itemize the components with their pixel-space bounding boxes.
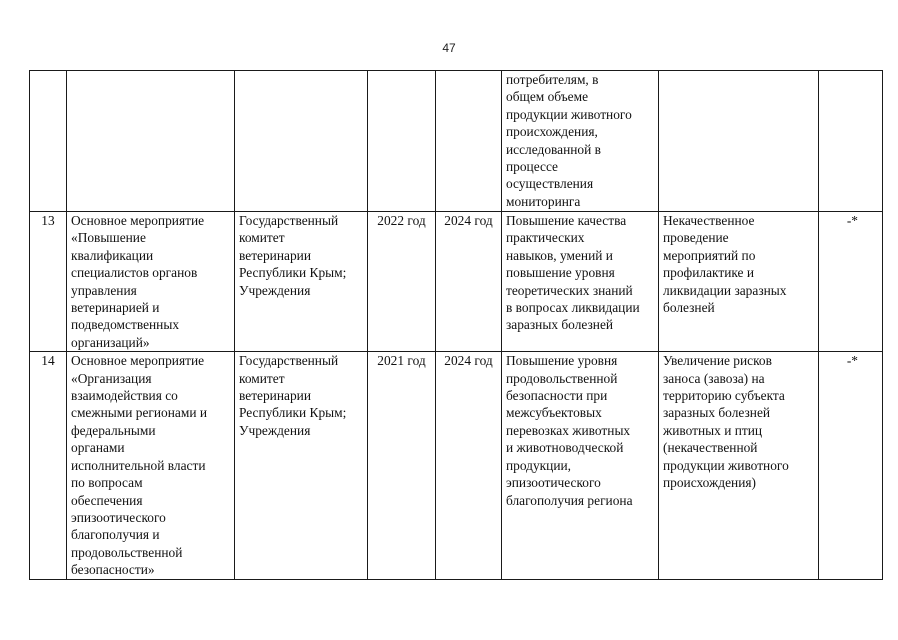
consequence-cell [659,71,819,212]
executor-cell: Государственный комитет ветеринарии Республики Крым; Учреждения [235,352,368,579]
table-row [30,71,883,212]
table-row [30,212,883,352]
start-year-cell: 2021 год [368,352,436,579]
row-number-cell: 14 [30,352,67,579]
end-year-cell [436,71,502,212]
table-row [30,352,883,579]
event-cell [67,71,235,212]
event-cell: Основное мероприятие «Повышение квалификации специалистов органов управления ветеринарией и подведомственных организаций» [67,212,235,352]
consequence-cell: Увеличение рисков заноса (завоза) на территорию субъекта заразных болезней животных и птиц (некачественной продукции животного происхождения) [659,352,819,579]
start-year-cell [368,71,436,212]
end-year-cell: 2024 год [436,212,502,352]
measures-table [29,70,883,580]
executor-cell [235,71,368,212]
start-year-cell: 2022 год [368,212,436,352]
executor-cell: Государственный комитет ветеринарии Республики Крым; Учреждения [235,212,368,352]
consequence-cell: Некачественное проведение мероприятий по профилактике и ликвидации заразных болезней [659,212,819,352]
row-number-cell [30,71,67,212]
mark-cell: -* [819,212,883,352]
result-cell: Повышение качества практических навыков, умений и повышение уровня теоретических знаний в вопросах ликвидации заразных болезней [502,212,659,352]
result-cell: потребителям, в общем объеме продукции животного происхождения, исследованной в процессе осуществления мониторинга [502,71,659,212]
end-year-cell: 2024 год [436,352,502,579]
result-cell: Повышение уровня продовольственной безопасности при межсубъектовых перевозках животных и животноводческой продукции, эпизоотического благополучия региона [502,352,659,579]
page-number: 47 [442,41,456,55]
mark-cell [819,71,883,212]
row-number-cell: 13 [30,212,67,352]
mark-cell: -* [819,352,883,579]
event-cell: Основное мероприятие «Организация взаимодействия со смежными регионами и федеральными органами исполнительной власти по вопросам обеспечения эпизоотического благополучия и продовольственной безопасности» [67,352,235,579]
